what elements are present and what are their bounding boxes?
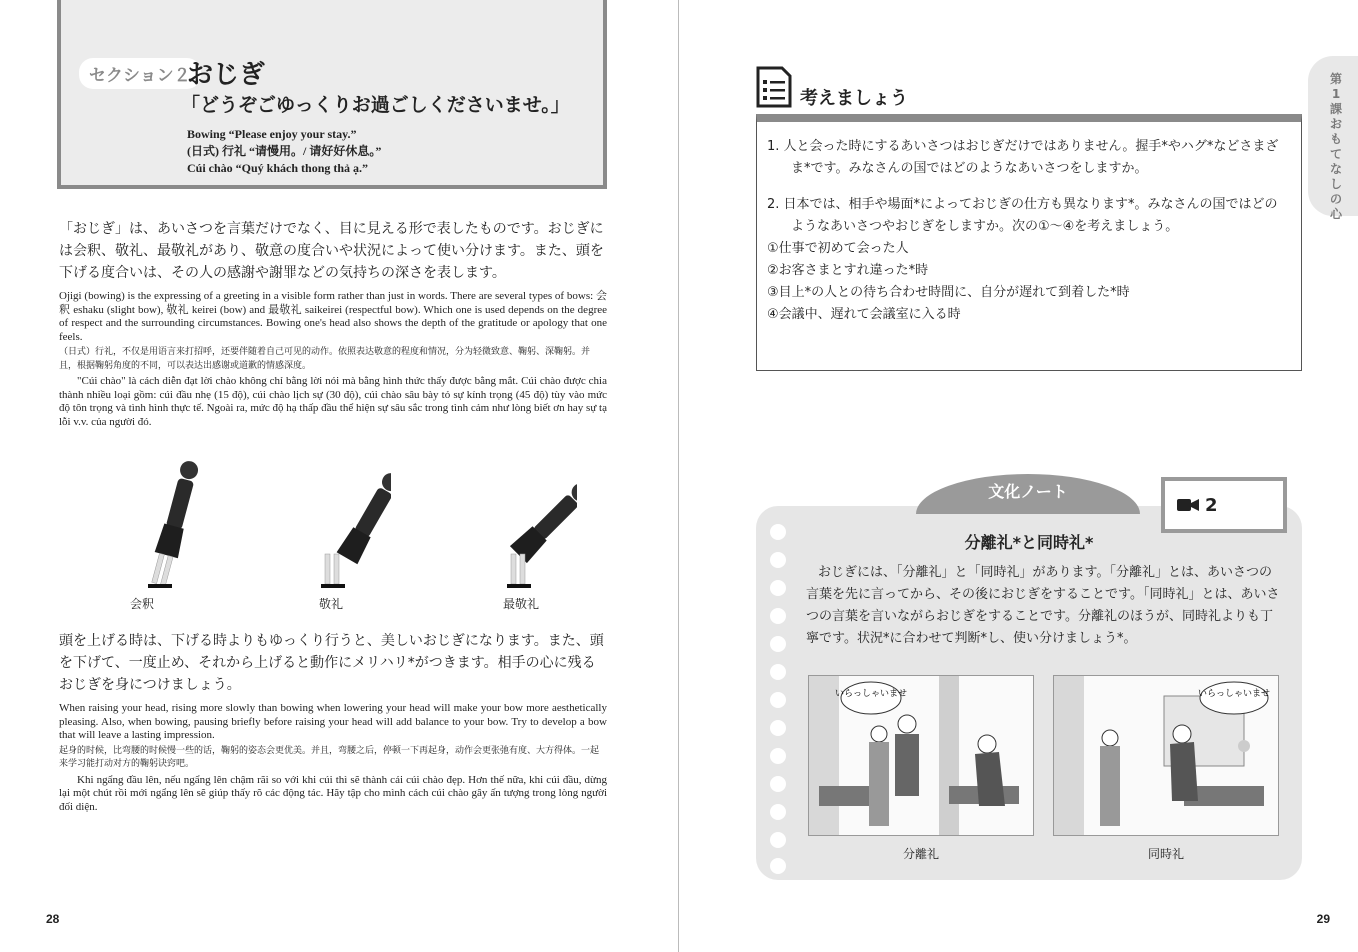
section-translations bbox=[187, 126, 381, 177]
cartoon-label-doujirei: 同時礼 bbox=[1147, 847, 1184, 861]
translation-zh: (日式) 行礼 “请慢用。/ 请好好休息。” bbox=[187, 144, 382, 158]
note-title: 分離礼*と同時礼* bbox=[964, 533, 1094, 552]
intro-block bbox=[59, 218, 607, 429]
body2-zh: 起身的时候，比弯腰的时候慢一些的话，鞠躬的姿态会更优美。并且，弯腰之后，停顿一下再起身，动作会更张弛有度、大方得体。一起来学习能打动对方的鞠躬诀窍吧。 bbox=[59, 745, 600, 769]
notebook-rings bbox=[770, 524, 788, 874]
bow-label-keirei: 敬礼 bbox=[318, 597, 343, 611]
chapter-tab-label: 第1課 おもてなしの心 bbox=[1329, 72, 1342, 221]
translation-en: Bowing “Please enjoy your stay.” bbox=[187, 127, 357, 141]
cartoon-doujirei bbox=[1053, 675, 1279, 836]
question-2: 2. 日本では、相手や場面*によっておじぎの仕方も異なります*。みなさんの国ではどのようなあいさつやおじぎをしますか。次の①～④を考えましょう。 bbox=[767, 197, 1278, 234]
section-header bbox=[57, 0, 607, 189]
video-number: 2 bbox=[1205, 494, 1218, 516]
bow-label-saikeirei: 最敬礼 bbox=[502, 597, 539, 611]
q2-item: ③目上*の人との待ち合わせ時間に、自分が遅れて到着した*時 bbox=[767, 285, 1130, 300]
body2-en: When raising your head, rising more slowly than bowing when lowering your head will make your bow more aesthetically pleasing. Also, when bowing, pausing briefly before raising your head will add balance to your bow. Try to develop a bow that will leave a lasting impression. bbox=[59, 702, 607, 741]
body2-vi: Khi ngẩng đầu lên, nếu ngẩng lên chậm rãi so với khi cúi thì sẽ thành cái cúi chào đẹp. Hơn thế nữa, khi cúi đầu, dừng lại một chút rồi mới ngẩng lên sẽ giúp thấy rõ các động tác. Hãy tập cho mình cách cúi chào gây ấn tượng trong lòng người đối diện. bbox=[59, 773, 607, 813]
bow-figure-keirei bbox=[251, 446, 411, 591]
bow-figure-eshaku bbox=[78, 446, 238, 591]
section-title: おじぎ bbox=[187, 60, 266, 90]
page-number: 28 bbox=[46, 912, 60, 926]
intro-jp: 「おじぎ」は、あいさつを言葉だけでなく、目に見える形で表したものです。おじぎには会釈、敬礼、最敬礼があり、敬意の度合いや状況によって使い分けます。また、頭を下げる度合いは、その人の感謝や謝罪などの気持ちの深さを表します。 bbox=[59, 221, 604, 281]
document-icon bbox=[756, 66, 792, 108]
intro-vi: "Cúi chào" là cách diễn đạt lời chào không chỉ bằng lời nói mà bằng hình thức thấy được bằng mắt. Cúi chào được chia thành nhiều loại gồm: cúi đầu nhẹ (15 độ), cúi chào lịch sự (30 độ), cúi chào sâu bày tỏ sự kính trọng (45 độ) tùy vào mức độ tôn trọng và tình hình thực tế. Ngoài ra, mức độ hạ thấp đầu thể hiện sự sâu sắc trong tình cảm như lòng biết ơn hay sự tạ lỗi v.v. của người đó. bbox=[59, 375, 607, 428]
section-subtitle: 「どうぞごゆっくりお過ごしくださいませ。」 bbox=[181, 94, 570, 116]
translation-vi: Cúi chào “Quý khách thong thả ạ.” bbox=[187, 161, 369, 175]
video-badge[interactable] bbox=[1161, 477, 1287, 533]
speech-bubble-text: いらっしゃいませ bbox=[834, 689, 908, 699]
bow-label-eshaku: 会釈 bbox=[129, 597, 154, 611]
q2-item: ②お客さまとすれ違った*時 bbox=[767, 263, 929, 278]
bow-figure-saikeirei bbox=[437, 446, 597, 591]
body2-block bbox=[59, 630, 607, 814]
think-box bbox=[756, 114, 1302, 371]
note-body: おじぎには、「分離礼」と「同時礼」があります。「分離礼」とは、あいさつの言葉を先に言ってから、その後におじぎをすることです。「同時礼」とは、あいさつの言葉を言いながらおじぎをすることです。分離礼のほうが、同時礼よりも丁寧です。状況*に合わせて判断*し、使い分けましょう*。 bbox=[806, 565, 1280, 646]
section-tag: セクション２ bbox=[79, 58, 201, 89]
q2-item: ④会議中、遅れて会議室に入る時 bbox=[767, 307, 961, 322]
culture-note-tab: 文化ノート bbox=[916, 474, 1140, 514]
cartoon-label-bunrirei: 分離礼 bbox=[902, 847, 939, 861]
page-number: 29 bbox=[1316, 912, 1330, 926]
speech-bubble-text: いらっしゃいませ bbox=[1197, 689, 1271, 699]
question-1: 1. 人と会った時にするあいさつはおじぎだけではありません。握手*やハグ*などさまざま*です。みなさんの国ではどのようなあいさつをしますか。 bbox=[767, 139, 1279, 176]
body2-jp: 頭を上げる時は、下げる時よりもゆっくり行うと、美しいおじぎになります。また、頭を下げて、一度止め、それから上げると動作にメリハリ*がつきます。相手の心に残るおじぎを身につけましょう。 bbox=[59, 633, 604, 693]
cartoon-bunrirei bbox=[808, 675, 1034, 836]
intro-zh: （日式）行礼，不仅是用语言来打招呼，还要伴随着自己可见的动作。依照表达敬意的程度和情况，分为轻微致意、鞠躬、深鞠躬。并且，根据鞠躬角度的不同，可以表达出感谢或道歉的情感深度。 bbox=[59, 347, 591, 371]
video-camera-icon bbox=[1177, 498, 1199, 512]
q2-item: ①仕事で初めて会った人 bbox=[767, 241, 909, 256]
intro-en: Ojigi (bowing) is the expressing of a greeting in a visible form rather than just in words. There are several types of bows: 会釈 eshaku (slight bow), 敬礼 keirei (bow) and 最敬礼 saikeirei (respectful bow). Which one is used depends on the degree of respect and the surrounding circumstances. Bowing one's head also shows the depth of the gratitude or apology that one feels. bbox=[59, 290, 607, 343]
think-title: 考えましょう bbox=[800, 88, 908, 109]
